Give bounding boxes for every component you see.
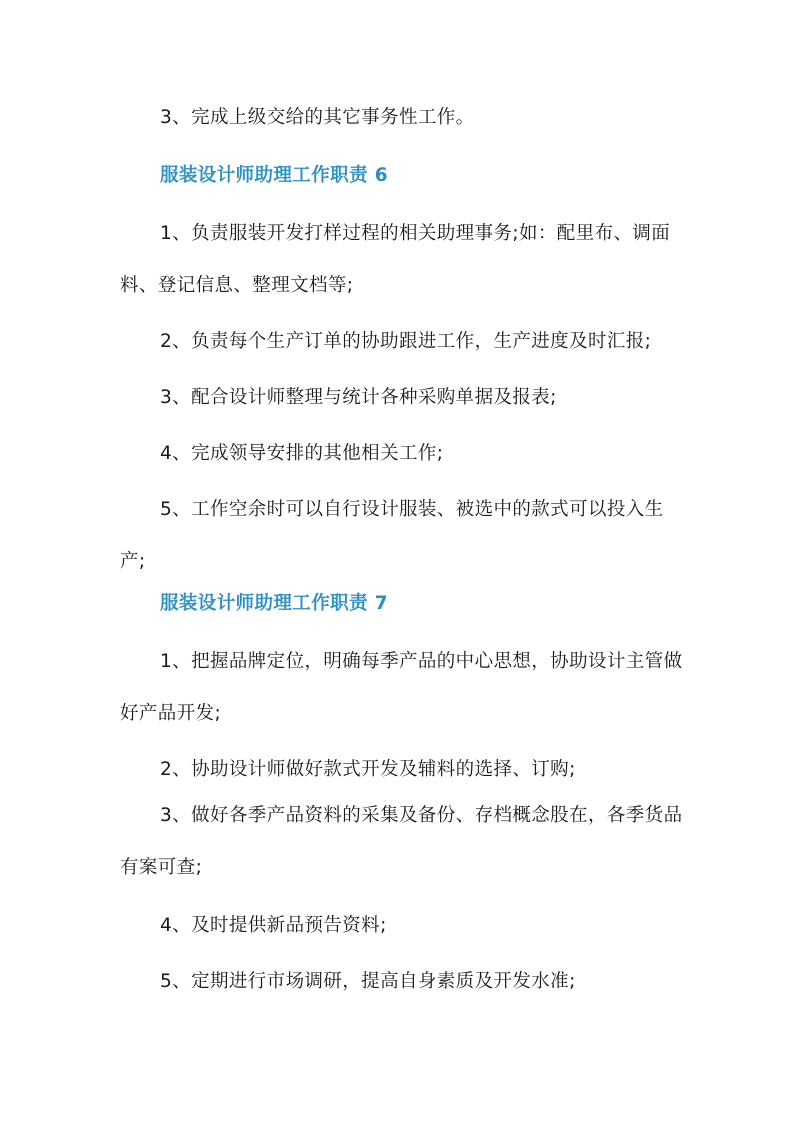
paragraph: 3、配合设计师整理与统计各种采购单据及报表; (160, 387, 557, 408)
paragraph: 4、完成领导安排的其他相关工作; (160, 443, 444, 464)
paragraph: 5、工作空余时可以自行设计服装、被选中的款式可以投入生产; (120, 499, 664, 572)
paragraph: 4、及时提供新品预告资料; (160, 915, 387, 936)
paragraph: 2、负责每个生产订单的协助跟进工作，生产进度及时汇报; (160, 331, 652, 352)
paragraph: 3、做好各季产品资料的采集及备份、存档概念股在，各季货品有案可查; (120, 805, 683, 878)
section-heading: 服装设计师助理工作职责 7 (160, 593, 389, 614)
paragraph: 5、定期进行市场调研，提高自身素质及开发水准; (160, 971, 576, 992)
paragraph: 3、完成上级交给的其它事务性工作。 (160, 107, 475, 128)
section-heading: 服装设计师助理工作职责 6 (160, 165, 389, 186)
paragraph: 1、把握品牌定位，明确每季产品的中心思想，协助设计主管做好产品开发; (120, 651, 683, 724)
paragraph: 1、负责服装开发打样过程的相关助理事务;如：配里布、调面料、登记信息、整理文档等; (120, 223, 671, 296)
paragraph: 2、协助设计师做好款式开发及辅料的选择、订购; (160, 759, 576, 780)
